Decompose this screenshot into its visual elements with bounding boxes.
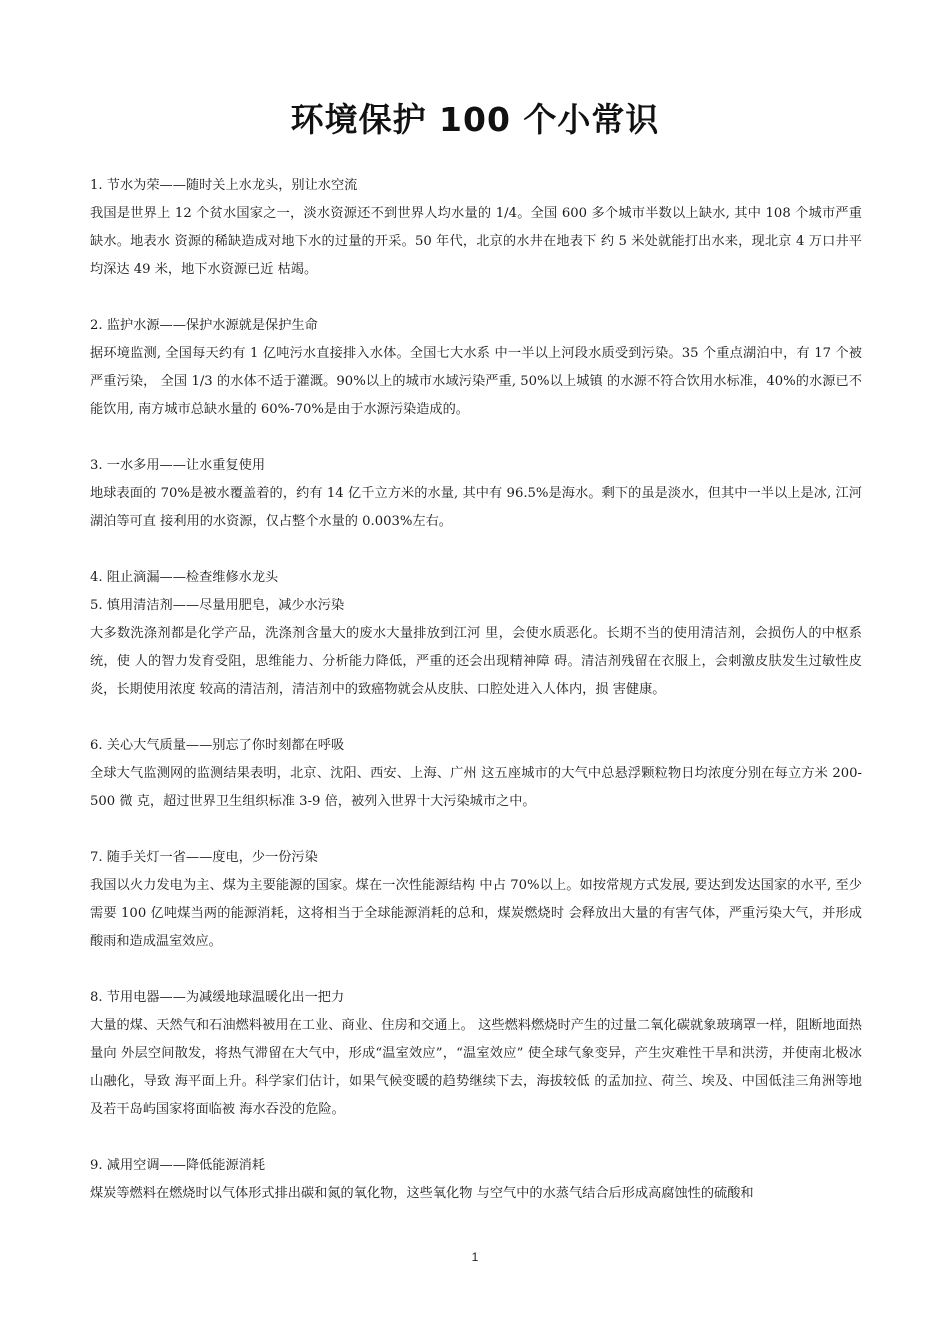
section-paragraph: 我国是世界上 12 个贫水国家之一，淡水资源还不到世界人均水量的 1/4。全国 600 多个城市半数以上缺水, 其中 108 个城市严重缺水。地表水 资源的稀缺造成对地下水的过量的开采。50 年代，北京的水井在地表下 约 5 米处就能打出水来，现北京 4 万口井平均深达 49 米，地下水资源已近 枯竭。 [90, 206, 862, 277]
section-6 [90, 732, 862, 816]
section-paragraph: 全球大气监测网的监测结果表明，北京、沈阳、西安、上海、广州 这五座城市的大气中总悬浮颗粒物日均浓度分别在每立方米 200-500 微 克，超过世界卫生组织标准 3-9 倍，被列入世界十大污染城市之中。 [90, 766, 862, 809]
section-1 [90, 172, 862, 284]
section-7 [90, 844, 862, 956]
section-3 [90, 452, 862, 536]
section-paragraph: 煤炭等燃料在燃烧时以气体形式排出碳和氮的氧化物，这些氧化物 与空气中的水蒸气结合后形成高腐蚀性的硫酸和 [90, 1186, 754, 1201]
section-paragraph: 大多数洗涤剂都是化学产品，洗涤剂含量大的废水大量排放到江河 里，会使水质恶化。长期不当的使用清洁剂，会损伤人的中枢系统，使 人的智力发育受阻，思维能力、分析能力降低，严重的还会出现精神障 碍。清洁剂残留在衣服上，会刺激皮肤发生过敏性皮炎，长期使用浓度 较高的清洁剂，清洁剂中的致癌物就会从皮肤、口腔处进入人体内，损 害健康。 [90, 626, 862, 697]
section-heading: 6. 关心大气质量——别忘了你时刻都在呼吸 [90, 738, 345, 753]
page-number: 1 [471, 1250, 479, 1264]
section-8 [90, 984, 862, 1124]
section-heading: 4. 阻止滴漏——检查维修水龙头 [90, 570, 279, 585]
document-body [90, 172, 862, 1208]
section-heading: 1. 节水为荣——随时关上水龙头，别让水空流 [90, 178, 358, 193]
section-4 [90, 564, 862, 592]
section-5 [90, 592, 862, 704]
section-heading: 5. 慎用清洁剂——尽量用肥皂，减少水污染 [90, 598, 345, 613]
document-title: 环境保护 100 个小常识 [290, 100, 660, 140]
section-heading: 3. 一水多用——让水重复使用 [90, 458, 266, 473]
section-paragraph: 我国以火力发电为主、煤为主要能源的国家。煤在一次性能源结构 中占 70%以上。如按常规方式发展, 要达到发达国家的水平, 至少需要 100 亿吨煤当两的能源消耗，这将相当于全球能源消耗的总和，煤炭燃烧时 会释放出大量的有害气体，严重污染大气，并形成酸雨和造成温室效应。 [90, 878, 862, 949]
section-paragraph: 地球表面的 70%是被水覆盖着的，约有 14 亿千立方米的水量, 其中有 96.5%是海水。剩下的虽是淡水，但其中一半以上是冰, 江河湖泊等可直 接利用的水资源，仅占整个水量的 0.003%左右。 [90, 486, 862, 529]
section-heading: 9. 减用空调——降低能源消耗 [90, 1158, 266, 1173]
section-heading: 8. 节用电器——为减缓地球温暖化出一把力 [90, 990, 345, 1005]
section-paragraph: 大量的煤、天然气和石油燃料被用在工业、商业、住房和交通上。 这些燃料燃烧时产生的过量二氧化碳就象玻璃罩一样，阻断地面热量向 外层空间散发，将热气滞留在大气中，形成“温室效应”，“温室效应” 使全球气象变异，产生灾难性干旱和洪涝，并使南北极冰山融化，导致 海平面上升。科学家们估计，如果气候变暖的趋势继续下去，海拔较低 的孟加拉、荷兰、埃及、中国低洼三角洲等地及若干岛屿国家将面临被 海水吞没的危险。 [90, 1018, 862, 1117]
section-2 [90, 312, 862, 424]
section-9 [90, 1152, 862, 1208]
section-heading: 2. 监护水源——保护水源就是保护生命 [90, 318, 318, 333]
section-heading: 7. 随手关灯一省——度电，少一份污染 [90, 850, 318, 865]
section-paragraph: 据环境监测, 全国每天约有 1 亿吨污水直接排入水体。全国七大水系 中一半以上河段水质受到污染。35 个重点湖泊中，有 17 个被严重污染， 全国 1/3 的水体不适于灌溉。90%以上的城市水域污染严重, 50%以上城镇 的水源不符合饮用水标准，40%的水源已不能饮用, 南方城市总缺水量的 60%-70%是由于水源污染造成的。 [90, 346, 862, 417]
